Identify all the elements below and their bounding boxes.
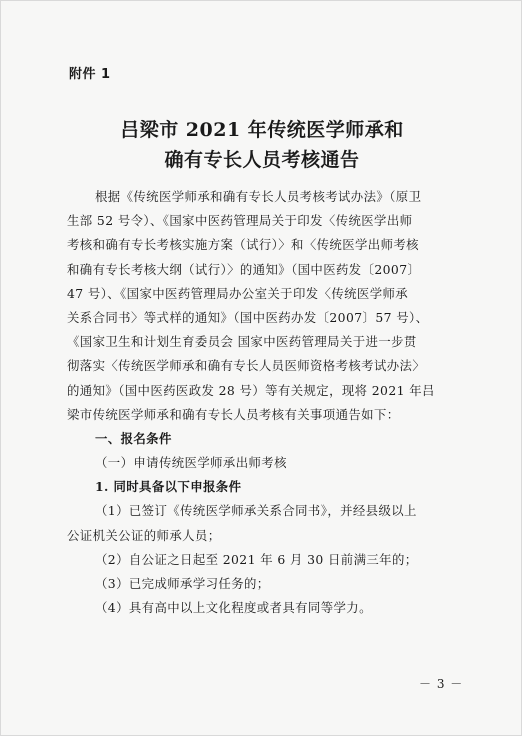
- attachment-label: 附件 1: [69, 67, 111, 82]
- item-heading: 1. 同时具备以下申报条件: [95, 479, 242, 495]
- body-line: 根据《传统医学师承和确有专长人员考核考试办法》（原卫: [95, 189, 422, 204]
- body-line: 生部 52 号令）、《国家中医药管理局关于印发〈传统医学出师: [67, 213, 413, 229]
- section-heading: 一、报名条件: [95, 430, 172, 446]
- document-body: [67, 185, 459, 620]
- body-line: 47 号）、《国家中医药管理局办公室关于印发〈传统医学师承: [67, 285, 409, 301]
- condition-line: （3）已完成师承学习任务的；: [95, 576, 270, 591]
- body-line: 和确有专长考核大纲（试行）〉的通知》（国中医药发〔2007〕: [67, 261, 421, 277]
- document-title-line-2: 确有专长人员考核通告: [164, 149, 360, 171]
- document-title-line-1: 吕梁市 2021 年传统医学师承和: [120, 119, 404, 141]
- body-line: 彻落实〈传统医学师承和确有专长人员医师资格考核考试办法〉: [67, 358, 426, 374]
- condition-line: 公证机关公证的师承人员；: [67, 527, 221, 543]
- condition-line: （1）已签订《传统医学师承关系合同书》，并经县级以上: [95, 503, 417, 519]
- body-line: 考核和确有专长考核实施方案（试行）〉和〈传统医学出师考核: [67, 237, 419, 253]
- subsection-heading: （一）申请传统医学师承出师考核: [95, 455, 287, 471]
- body-line: 《国家卫生和计划生育委员会 国家中医药管理局关于进一步贯: [67, 334, 417, 350]
- condition-line: （4）具有高中以上文化程度或者具有同等学力。: [95, 600, 372, 616]
- body-line: 梁市传统医学师承和确有专长人员考核有关事项通告如下：: [67, 406, 400, 422]
- condition-line: （2）自公证之日起至 2021 年 6 月 30 日前满三年的；: [95, 551, 418, 567]
- body-line: 的通知》（国中医药医政发 28 号）等有关规定，现将 2021 年吕: [67, 382, 435, 398]
- page-number: － 3 －: [419, 677, 464, 691]
- body-line: 关系合同书〉等式样的通知》（国中医药办发〔2007〕57 号）、: [67, 309, 429, 325]
